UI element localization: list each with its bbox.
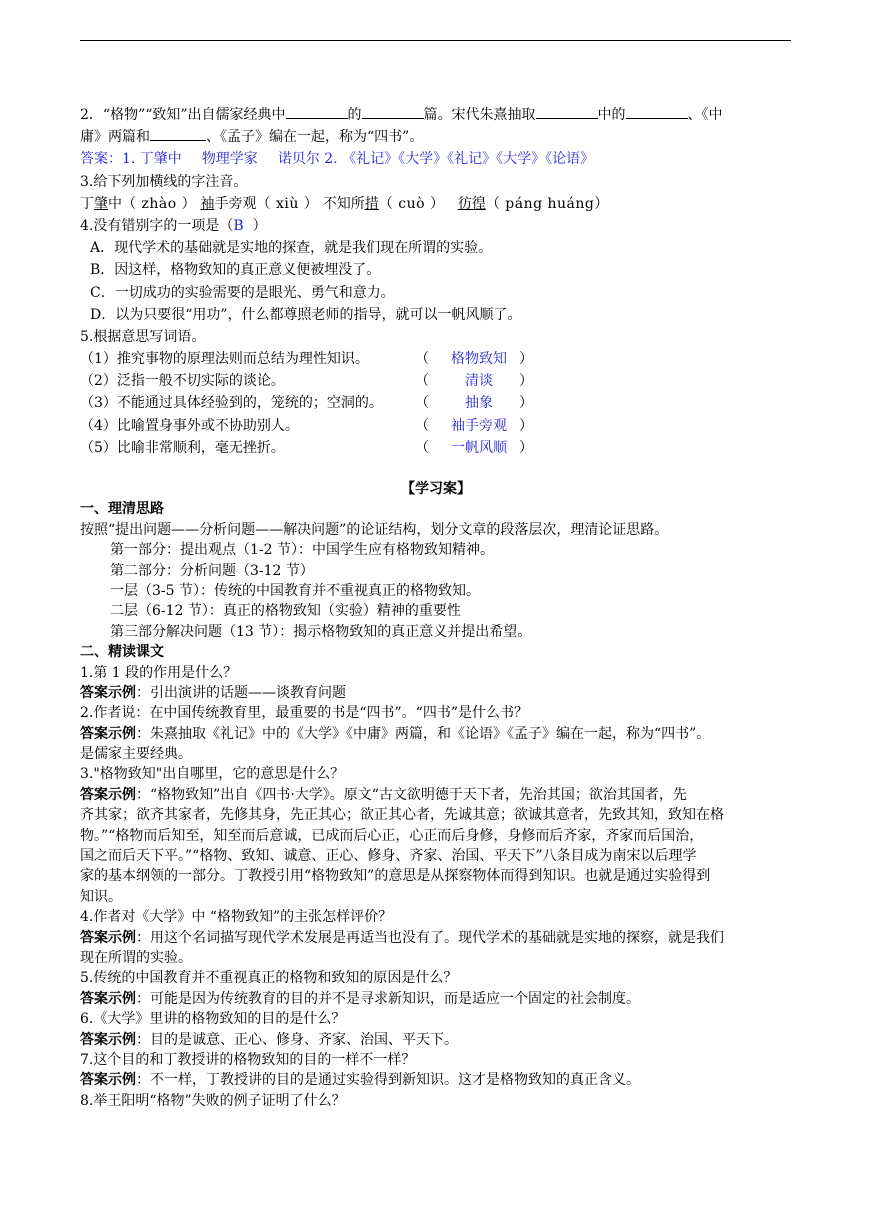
q3-title: 3.给下列加横线的字注音。 bbox=[80, 173, 248, 190]
question: 3."格物致知"出自哪里，它的意思是什么？ bbox=[80, 766, 345, 783]
question: 5.传统的中国教育并不重视真正的格物和致知的原因是什么？ bbox=[80, 970, 458, 987]
q4-answer: B bbox=[233, 217, 244, 234]
fill-blank bbox=[286, 104, 348, 119]
answer-cont: 齐其家；欲齐其家者，先修其身，先正其心；欲正其心者，先诚其意；欲诚其意者，先致其知，致知在格 bbox=[80, 807, 724, 824]
answer-cont: 是儒家主要经典。 bbox=[80, 746, 192, 763]
q4-title: 4.没有错别字的一项是（B ） bbox=[80, 217, 267, 234]
document-body bbox=[80, 104, 792, 1111]
fill-blank bbox=[626, 104, 688, 119]
q2-line1: 2．“格物”“致知”出自儒家经典中 的 篇。宋代朱熹抽取 中的 、《中 bbox=[80, 104, 792, 126]
answer: 答案示例：“格物致知”出自《四书·大学》。原文“古文欲明德于天下者，先治其国；欲治其国者，先 bbox=[80, 786, 687, 803]
answer: 答案示例：目的是诚意、正心、修身、齐家、治国、平天下。 bbox=[80, 1031, 458, 1048]
q3-item: 彷徨（ páng huáng） bbox=[457, 195, 609, 212]
vocab-row: （2）泛指一般不切实际的谈论。 （ 清谈 ） bbox=[80, 373, 533, 390]
q3-item: 不知所措（ cuò ） bbox=[322, 195, 445, 212]
outline-part: 第一部分：提出观点（1-2 节）：中国学生应有格物致知精神。 bbox=[110, 542, 494, 559]
answer: 答案示例：不一样，丁教授讲的目的是通过实验得到新知识。这才是格物致知的真正含义。 bbox=[80, 1072, 640, 1089]
question: 8.举王阳明“格物”失败的例子证明了什么？ bbox=[80, 1092, 346, 1109]
fill-blank bbox=[362, 104, 424, 119]
section-intro: 按照“提出问题——分析问题——解决问题”的论证结构，划分文章的段落层次，理清论证思路。 bbox=[80, 521, 669, 538]
answer-cont: 现在所谓的实验。 bbox=[80, 949, 192, 966]
section-title: 一、理清思路 bbox=[80, 501, 164, 518]
question: 1.第 1 段的作用是什么？ bbox=[80, 664, 238, 681]
answer: 答案示例：用这个名词描写现代学术发展是再适当也没有了。现代学术的基础就是实地的探察，就是我们 bbox=[80, 929, 724, 946]
question: 4.作者对《大学》中 “格物致知”的主张怎样评价？ bbox=[80, 909, 393, 926]
q2-line2: 庸》两篇和 、《孟子》编在一起，称为“四书”。 bbox=[80, 126, 792, 148]
question: 2.作者说：在中国传统教育里，最重要的书是“四书”。“四书”是什么书？ bbox=[80, 705, 528, 722]
outline-part: 第二部分：分析问题（3-12 节） bbox=[110, 562, 314, 579]
q4-option: D．以为只要很“用功”，什么都尊照老师的指导，就可以一帆风顺了。 bbox=[90, 306, 522, 323]
q3-item: 丁肇中（ zhào ） bbox=[80, 195, 197, 212]
vocab-row: （5）比喻非常顺利，毫无挫折。 （ 一帆风顺 ） bbox=[80, 439, 533, 456]
vocab-row: （4）比喻置身事外或不协助别人。 （ 袖手旁观 ） bbox=[80, 417, 533, 434]
q2-answer: 答案：1. 丁肇中 物理学家 诺贝尔 2. 《礼记》《大学》《礼记》《大学》《论语》 bbox=[80, 151, 595, 168]
q3-item: 袖手旁观（ xiù ） bbox=[200, 195, 319, 212]
q4-option: C．一切成功的实验需要的是眼光、勇气和意力。 bbox=[90, 284, 395, 301]
question: 7.这个目的和丁教授讲的格物致知的目的一样不一样？ bbox=[80, 1051, 416, 1068]
q4-option: B．因这样，格物致知的真正意义便被埋没了。 bbox=[90, 262, 381, 279]
answer: 答案示例：朱熹抽取《礼记》中的《大学》《中庸》两篇，和《论语》《孟子》编在一起，称为“四书”。 bbox=[80, 725, 711, 742]
answer: 答案示例：可能是因为传统教育的目的并不是寻求新知识，而是适应一个固定的社会制度。 bbox=[80, 990, 640, 1007]
answer-cont: 物。”“格物而后知至，知至而后意诚，已成而后心正，心正而后身修，身修而后齐家，齐家而后国治， bbox=[80, 827, 704, 844]
outline-part: 一层（3-5 节）：传统的中国教育并不重视真正的格物致知。 bbox=[110, 582, 480, 599]
outline-part: 第三部分解决问题（13 节）：揭示格物致知的真正意义并提出希望。 bbox=[110, 623, 532, 640]
answer: 答案示例：引出演讲的话题——谈教育问题 bbox=[80, 684, 346, 701]
header-rule bbox=[80, 40, 791, 41]
study-heading: 【学习案】 bbox=[401, 481, 471, 497]
fill-blank bbox=[150, 126, 206, 141]
fill-blank bbox=[536, 104, 598, 119]
answer-cont: 国之而后天下平。”“格物、致知、诚意、正心、修身、齐家、治国、平天下”八条目成为南宋以后理学 bbox=[80, 848, 697, 865]
answer-cont: 家的基本纲领的一部分。丁教授引用“格物致知”的意思是从探察物体而得到知识。也就是通过实验得到 bbox=[80, 868, 711, 885]
vocab-row: （3）不能通过具体经验到的，笼统的；空洞的。 （ 抽象 ） bbox=[80, 395, 533, 412]
q4-option: A．现代学术的基础就是实地的探查，就是我们现在所谓的实验。 bbox=[90, 240, 493, 257]
q5-title: 5.根据意思写词语。 bbox=[80, 328, 206, 345]
q3-items bbox=[80, 193, 792, 215]
question: 6.《大学》里讲的格物致知的目的是什么？ bbox=[80, 1011, 346, 1028]
section-title: 二、精读课文 bbox=[80, 644, 164, 661]
vocab-row: （1）推究事物的原理法则而总结为理性知识。 （ 格物致知 ） bbox=[80, 351, 533, 368]
outline-part: 二层（6-12 节）：真正的格物致知（实验）精神的重要性 bbox=[110, 603, 461, 620]
answer-cont: 知识。 bbox=[80, 888, 122, 905]
